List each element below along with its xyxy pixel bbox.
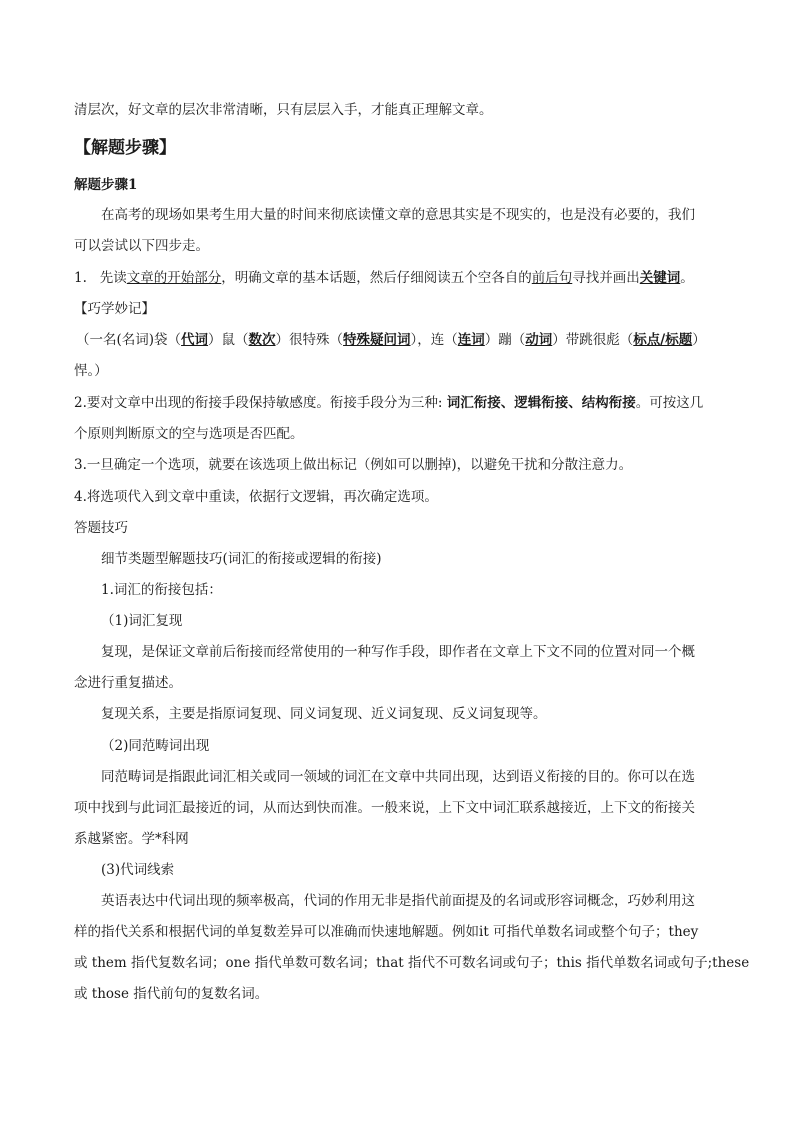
mnemonic-line-2: 悍。） <box>74 363 108 379</box>
tips-section-1-para-line-1: 复现，是保证文章前后衔接而经常使用的一种写作手段，即作者在文章上下文不同的位置对同一个概 <box>101 644 695 660</box>
tips-section-1-para-2: 复现关系，主要是指原词复现、同义词复现、近义词复现、反义词复现等。 <box>101 706 547 722</box>
tips-subtitle: 细节类题型解题技巧(词汇的衔接或逻辑的衔接) <box>101 551 382 567</box>
step-item-3: 3.一旦确定一个选项，就要在该选项上做出标记（例如可以删掉)，以避免干扰和分散注意力。 <box>74 457 633 473</box>
tips-section-2-line-3: 系越紧密。学*科网 <box>74 831 189 847</box>
tips-section-1-title: （1)词汇复现 <box>101 613 183 629</box>
mnemonic-text: ） <box>692 332 706 348</box>
step-item-1-keyword: 关键词 <box>639 270 681 286</box>
step-item-1-number: 1. <box>74 270 87 286</box>
mnemonic-key-verb: 动词 <box>525 332 553 348</box>
step-item-1-text-d: 。 <box>680 270 694 286</box>
tips-section-3-line-4: 或 those 指代前句的复数名词。 <box>74 986 269 1002</box>
step-item-4: 4.将选项代入到文章中重读，依据行文逻辑，再次确定选项。 <box>74 489 438 505</box>
step-item-2-cohesion-types: 词汇衔接、逻辑衔接、结构衔接 <box>446 395 636 411</box>
mnemonic-text: ），连（ <box>410 332 458 348</box>
step-item-2-text: 2.要对文章中出现的衔接手段保持敏感度。衔接手段分为三种: <box>74 395 447 411</box>
step-item-1 <box>74 268 694 288</box>
mnemonic-text: （一名(名词)袋（ <box>76 332 182 348</box>
tips-section-2-title: （2)同范畴词出现 <box>101 738 210 754</box>
mnemonic-title: 【巧学妙记】 <box>74 301 155 317</box>
steps-paragraph-line-1: 在高考的现场如果考生用大量的时间来彻底读懂文章的意思其实是不现实的，也是没有必要的，我们 <box>101 207 695 223</box>
mnemonic-key-punctuation: 标点/标题 <box>633 332 693 348</box>
step-item-1-text-a: 先读 <box>99 270 127 286</box>
tips-point-1: 1.词汇的衔接包括： <box>101 582 222 598</box>
mnemonic-line-1 <box>76 330 706 350</box>
mnemonic-text: ）鼠（ <box>208 332 249 348</box>
tips-section-3-title: (3)代词线索 <box>101 862 175 878</box>
mnemonic-text: ）带跳很彪（ <box>552 332 634 348</box>
tips-section-1-para-line-2: 念进行重复描述。 <box>74 675 182 691</box>
steps-paragraph-line-2: 可以尝试以下四步走。 <box>74 238 209 254</box>
tips-section-3-line-3: 或 them 指代复数名词；one 指代单数可数名词；that 指代不可数名词或句子；this 指代单数名词或句子;these <box>74 955 750 971</box>
steps-title: 解题步骤1 <box>74 177 138 193</box>
mnemonic-key-pronoun: 代词 <box>181 332 209 348</box>
step-item-2-line-2: 个原则判断原文的空与选项是否匹配。 <box>74 426 304 442</box>
section-heading: 【解题步骤】 <box>74 138 176 158</box>
step-item-1-text-c: 寻找并画出 <box>572 270 640 286</box>
step-item-1-text-b: ，明确文章的基本话题，然后仔细阅读五个空各自的 <box>221 270 532 286</box>
step-item-1-underlined-context: 前后句 <box>531 270 573 286</box>
tips-section-3-line-2: 样的指代关系和根据代词的单复数差异可以准确而快速地解题。例如it 可指代单数名词或整个句子；they <box>74 924 699 940</box>
tips-section-2-line-1: 同范畴词是指跟此词汇相关或同一领域的词汇在文章中共同出现，达到语义衔接的目的。你可以在选 <box>101 769 695 785</box>
mnemonic-text: ）很特殊（ <box>275 332 344 348</box>
tips-title: 答题技巧 <box>74 520 128 536</box>
mnemonic-key-conjunction: 连词 <box>457 332 485 348</box>
mnemonic-key-wh-word: 特殊疑问词 <box>343 332 411 348</box>
tips-section-3-line-1: 英语表达中代词出现的频率极高，代词的作用无非是指代前面提及的名词或形容词概念，巧妙利用这 <box>101 893 695 909</box>
tips-section-2-line-2: 项中找到与此词汇最接近的词，从而达到快而准。一般来说，上下文中词汇联系越接近，上下文的衔接关 <box>74 800 695 816</box>
step-item-1-underlined-opening: 文章的开始部分 <box>126 270 222 286</box>
step-item-2-text: 。可按这几 <box>635 395 704 411</box>
intro-tail-text: 清层次，好文章的层次非常清晰，只有层层入手，才能真正理解文章。 <box>74 102 493 118</box>
mnemonic-text: ）蹦（ <box>484 332 526 348</box>
mnemonic-key-numeral: 数次 <box>248 332 276 348</box>
step-item-2-line-1 <box>74 393 703 413</box>
